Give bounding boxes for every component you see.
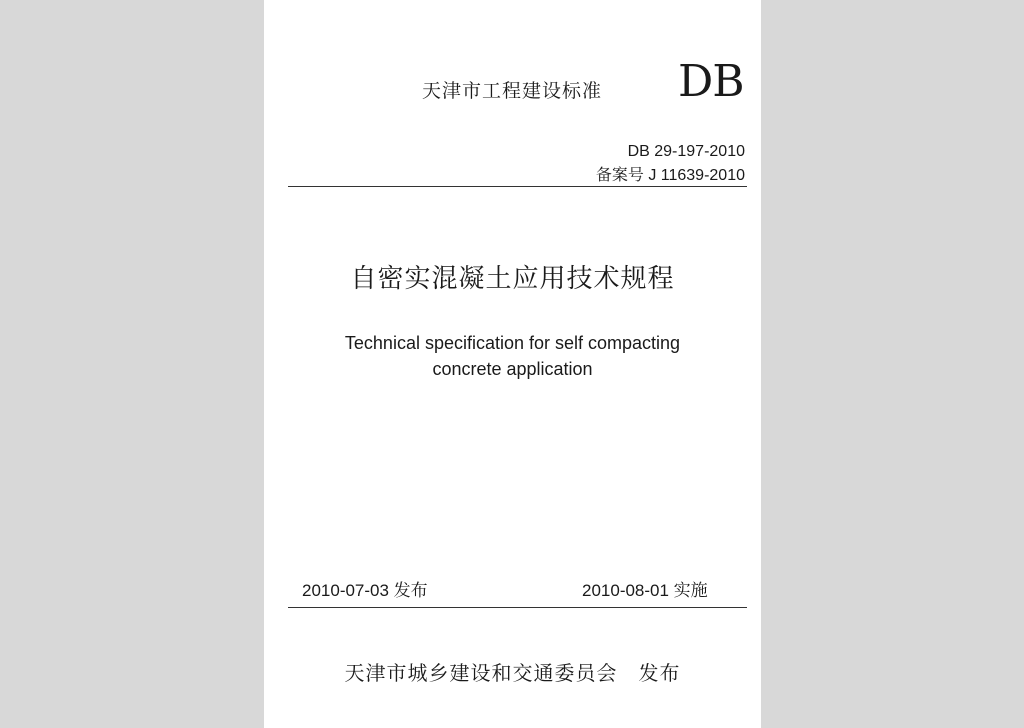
db-mark: DB xyxy=(678,56,744,107)
top-divider xyxy=(288,186,747,187)
issue-date: 2010-07-03 发布 xyxy=(302,581,428,600)
issuer-label: 天津市工程建设标准 xyxy=(422,80,603,102)
standard-number: DB 29-197-2010 xyxy=(627,143,745,160)
document-page xyxy=(264,0,761,728)
bottom-divider xyxy=(288,607,747,608)
publisher: 天津市城乡建设和交通委员会 发布 xyxy=(344,661,681,685)
record-number: 备案号 J 11639-2010 xyxy=(595,167,745,184)
title-english-line-2: concrete application xyxy=(432,359,593,379)
effective-date: 2010-08-01 实施 xyxy=(582,581,708,600)
title-english-line-1: Technical specification for self compacting xyxy=(344,333,681,353)
title-english xyxy=(264,330,761,382)
title-chinese: 自密实混凝土应用技术规程 xyxy=(350,264,675,294)
